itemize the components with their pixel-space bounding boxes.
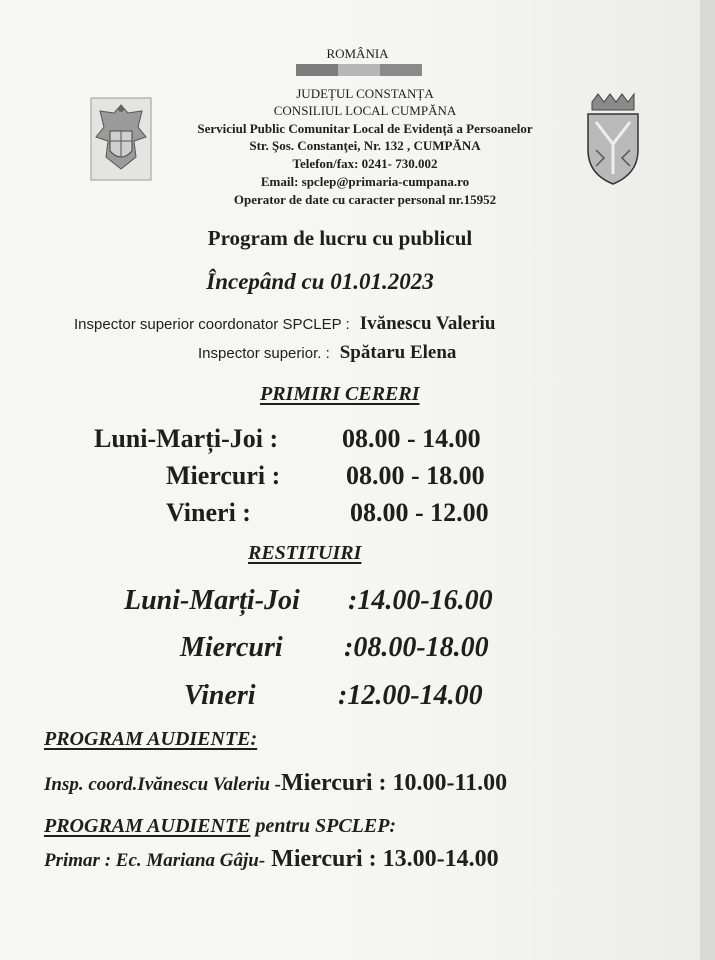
- audiente-when: Miercuri : 10.00-11.00: [281, 770, 508, 796]
- header-email: Email: spclep@primaria-cumpana.ro: [260, 174, 470, 189]
- staff-role: Inspector superior coordonator SPCLEP :: [74, 316, 350, 333]
- audiente-who: Insp. coord.Ivănescu Valeriu -: [44, 774, 281, 795]
- staff-name: Ivănescu Valeriu: [359, 313, 496, 334]
- header-service: Serviciul Public Comunitar Local de Evidență a Persoanelor: [197, 121, 533, 136]
- primiri-day: Vineri :: [166, 498, 251, 527]
- primiri-hours: 08.00 - 12.00: [350, 498, 489, 527]
- audiente-spclep-when: Miercuri : 13.00-14.00: [265, 846, 499, 872]
- header-county: JUDEȚUL CONSTANȚA: [296, 86, 434, 101]
- audiente-spclep-heading-main: PROGRAM AUDIENTE: [44, 815, 251, 837]
- restituiri-day: Luni-Marți-Joi: [124, 585, 300, 616]
- primiri-day: Luni-Marți-Joi :: [94, 424, 279, 453]
- header-phone: Telefon/fax: 0241- 730.002: [292, 156, 438, 171]
- restituiri-hours: :14.00-16.00: [348, 585, 493, 616]
- audiente-spclep-heading: [44, 815, 396, 838]
- audiente-spclep-row: [44, 846, 499, 873]
- romania-coat-of-arms-icon: [90, 97, 152, 181]
- restituiri-day: Vineri: [184, 680, 256, 711]
- restituiri-day: Miercuri: [180, 632, 283, 663]
- primiri-hours: 08.00 - 14.00: [342, 424, 481, 453]
- flag-stripe-yellow: [338, 64, 380, 76]
- restituiri-heading: RESTITUIRI: [248, 542, 362, 564]
- staff-role: Inspector superior. :: [198, 345, 330, 362]
- flag-stripe-blue: [296, 64, 338, 76]
- audiente-spclep-who: Primar : Ec. Mariana Gâju-: [44, 850, 266, 871]
- audiente-spclep-heading-rest: pentru SPCLEP:: [250, 815, 397, 837]
- audiente-row: [44, 770, 507, 797]
- flag-stripe-red: [380, 64, 422, 76]
- page-title: Program de lucru cu publicul: [207, 226, 473, 250]
- header-operator: Operator de date cu caracter personal nr.15952: [233, 192, 497, 207]
- primiri-heading: PRIMIRI CERERI: [260, 383, 420, 405]
- staff-row-inspector: [198, 342, 456, 364]
- primiri-hours: 08.00 - 18.00: [346, 461, 485, 490]
- restituiri-hours: :08.00-18.00: [344, 632, 489, 663]
- header-address: Str. Şos. Constanţei, Nr. 132 , CUMPĂNA: [249, 138, 481, 153]
- audiente-heading: PROGRAM AUDIENTE:: [44, 728, 258, 750]
- primiri-day: Miercuri :: [166, 461, 281, 490]
- header-council: CONSILIUL LOCAL CUMPĂNA: [273, 103, 457, 118]
- header-country: ROMÂNIA: [326, 46, 389, 61]
- start-date: Începând cu 01.01.2023: [206, 269, 434, 294]
- restituiri-hours: :12.00-14.00: [338, 680, 483, 711]
- cumpana-coat-of-arms-icon: [582, 92, 644, 186]
- staff-name: Spătaru Elena: [339, 342, 457, 363]
- staff-row-coordinator: [74, 313, 495, 335]
